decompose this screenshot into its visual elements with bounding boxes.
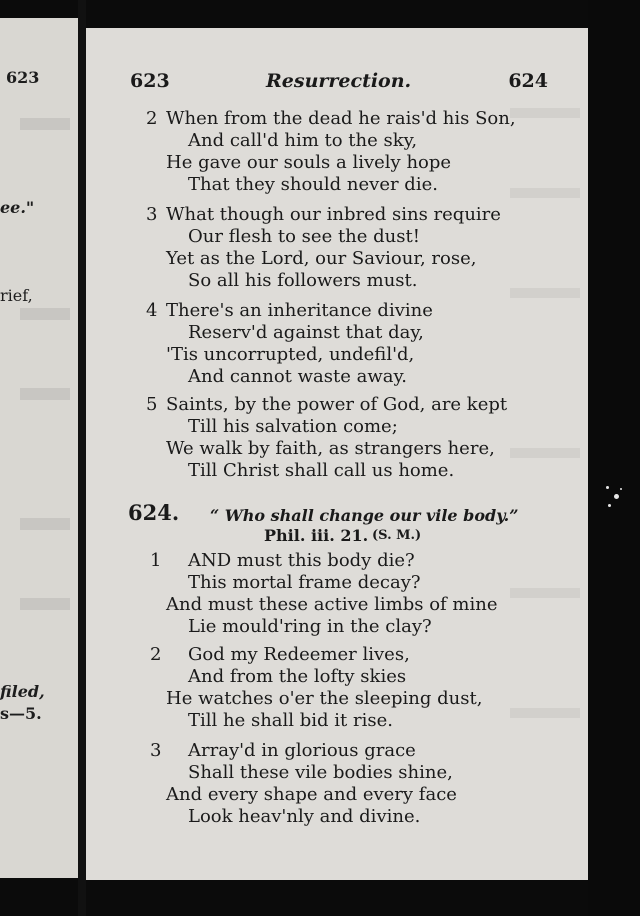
bleed-through (510, 588, 580, 598)
dust-speck (614, 494, 619, 499)
left-page-edge (0, 18, 78, 878)
bleed-through (510, 448, 580, 458)
verse-line: There's an inheritance divine (166, 300, 433, 321)
dust-speck (620, 488, 622, 490)
bleed-through (20, 388, 70, 400)
stanza-number: 5 (146, 394, 158, 415)
stanza-number: 2 (150, 644, 162, 665)
hymn-caption: “ Who shall change our vile body.” (210, 506, 519, 525)
stanza-number: 1 (150, 550, 162, 571)
stanza-number: 3 (146, 204, 158, 225)
page-title: Resurrection. (266, 70, 412, 92)
verse-line: And from the lofty skies (188, 666, 407, 687)
verse-line: 'Tis uncorrupted, undefil'd, (166, 344, 415, 365)
meter: (S. M.) (372, 528, 422, 543)
hymn-number: 624. (128, 500, 180, 525)
bleed-through (20, 518, 70, 530)
verse-line: And call'd him to the sky, (188, 130, 418, 151)
bleed-through (510, 108, 580, 118)
book-page (86, 28, 588, 880)
verse-line: Till his salvation come; (188, 416, 398, 437)
verse-line: That they should never die. (188, 174, 438, 195)
verse-line: Saints, by the power of God, are kept (166, 394, 508, 415)
bleed-through (20, 598, 70, 610)
stanza-number: 4 (146, 300, 158, 321)
header-left-number: 623 (130, 70, 170, 92)
dust-speck (608, 504, 611, 507)
verse-line: AND must this body die? (188, 550, 415, 571)
running-header (86, 70, 588, 100)
bleed-through (20, 308, 70, 320)
scripture-reference: Phil. iii. 21. (264, 526, 369, 545)
left-page-fragment: rief, (0, 286, 33, 305)
verse-line: And cannot waste away. (188, 366, 407, 387)
scan-border (588, 0, 640, 916)
verse-line: He gave our souls a lively hope (166, 152, 452, 173)
book-gutter (78, 0, 86, 916)
left-page-number: 623 (6, 68, 40, 87)
bleed-through (510, 188, 580, 198)
verse-line: When from the dead he rais'd his Son, (166, 108, 516, 129)
verse-line: Array'd in glorious grace (188, 740, 416, 761)
verse-line: We walk by faith, as strangers here, (166, 438, 495, 459)
verse-line: Yet as the Lord, our Saviour, rose, (166, 248, 477, 269)
verse-line: God my Redeemer lives, (188, 644, 410, 665)
verse-line: So all his followers must. (188, 270, 418, 291)
dust-speck (606, 486, 609, 489)
verse-line: Shall these vile bodies shine, (188, 762, 453, 783)
verse-line: He watches o'er the sleeping dust, (166, 688, 483, 709)
bleed-through (510, 708, 580, 718)
verse-line: And must these active limbs of mine (166, 594, 498, 615)
left-page-fragment: filed, (0, 682, 45, 701)
verse-line: Till Christ shall call us home. (188, 460, 455, 481)
verse-line: Till he shall bid it rise. (188, 710, 393, 731)
verse-line: Reserv'd against that day, (188, 322, 424, 343)
stanza-number: 2 (146, 108, 158, 129)
verse-line: This mortal frame decay? (188, 572, 421, 593)
left-page-fragment: s—5. (0, 704, 42, 723)
verse-line: Look heav'nly and divine. (188, 806, 421, 827)
verse-line: What though our inbred sins require (166, 204, 501, 225)
verse-line: And every shape and every face (166, 784, 457, 805)
header-right-number: 624 (508, 70, 548, 92)
verse-line: Our flesh to see the dust! (188, 226, 420, 247)
verse-line: Lie mould'ring in the clay? (188, 616, 432, 637)
left-page-fragment: ee." (0, 198, 35, 217)
bleed-through (510, 288, 580, 298)
bleed-through (20, 118, 70, 130)
stanza-number: 3 (150, 740, 162, 761)
